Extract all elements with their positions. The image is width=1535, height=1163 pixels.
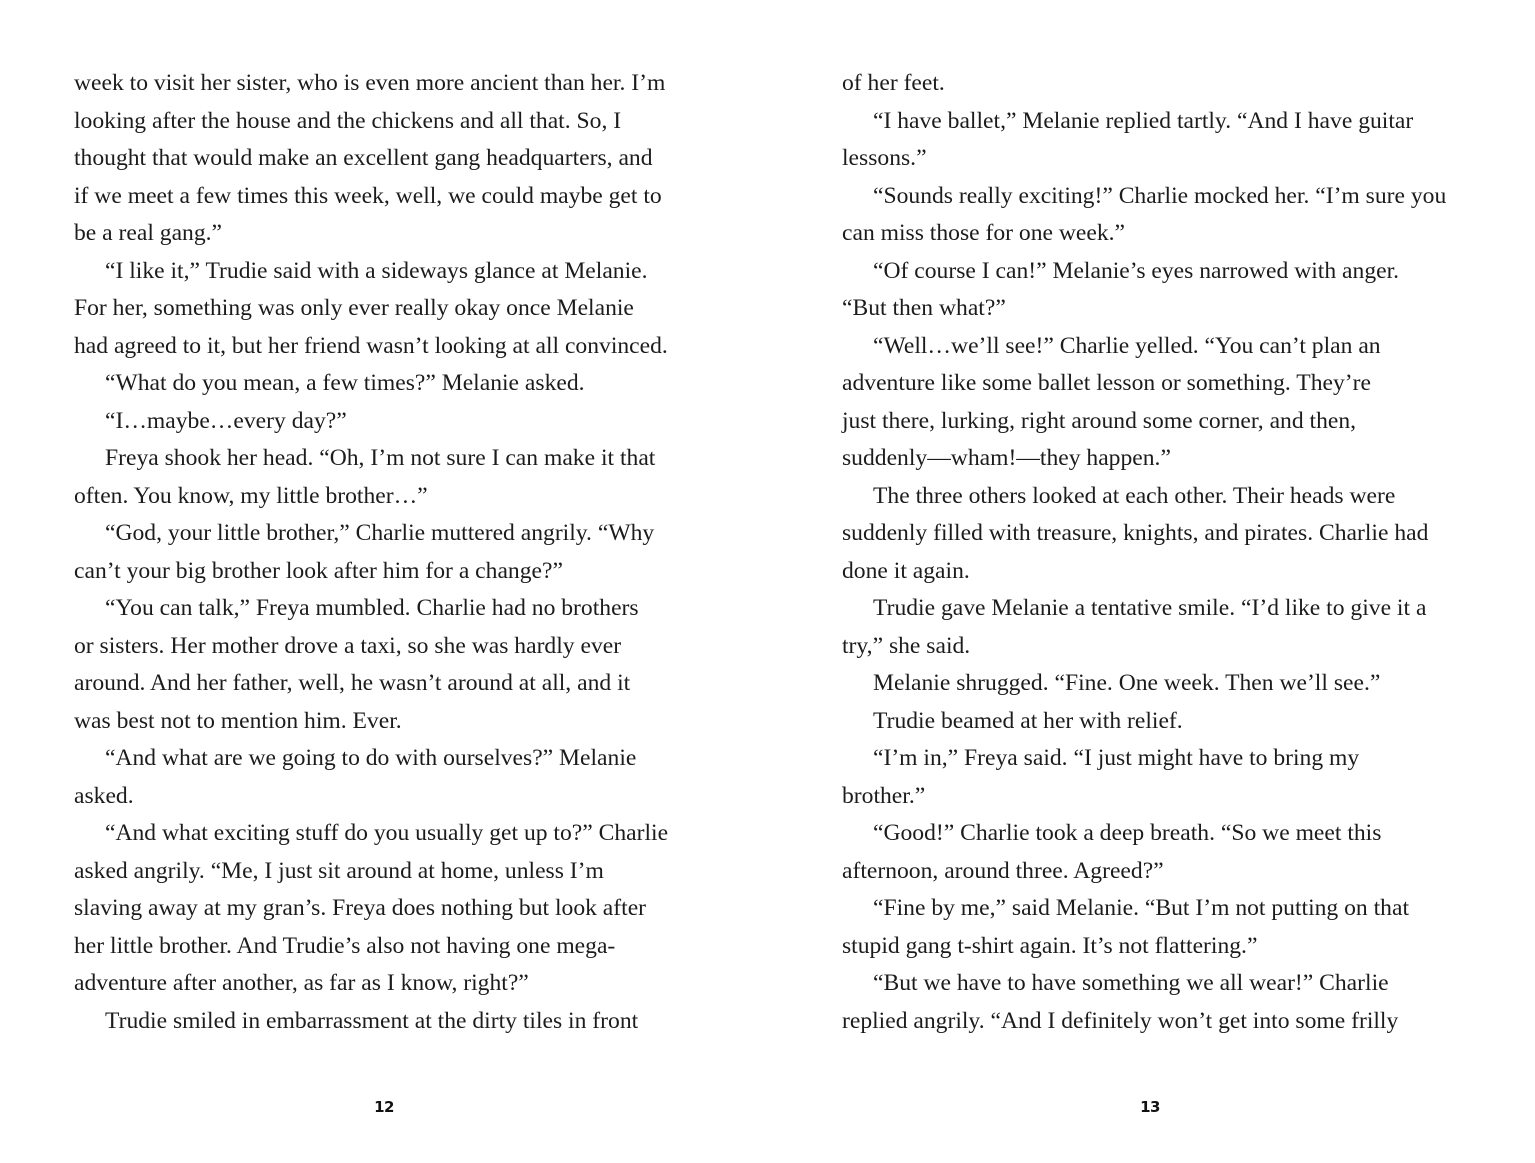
right-page-number: 13: [1140, 1098, 1160, 1116]
text-line: “And what exciting stuff do you usually get up to?” Charlie: [105, 820, 669, 846]
text-line: adventure after another, as far as I know, right?”: [74, 970, 529, 996]
text-line: stupid gang t-shirt again. It’s not flattering.”: [842, 932, 1258, 959]
left-page-number: 12: [374, 1098, 394, 1116]
text-line: “I’m in,” Freya said. “I just might have to bring my: [873, 745, 1360, 771]
text-line: was best not to mention him. Ever.: [74, 707, 402, 734]
left-page-text: [74, 65, 698, 1040]
text-line: Trudie gave Melanie a tentative smile. “I’d like to give it a: [873, 595, 1427, 621]
text-line: “And what are we going to do with ourselves?” Melanie: [105, 745, 637, 771]
text-line: just there, lurking, right around some corner, and then,: [842, 407, 1357, 434]
text-line: if we meet a few times this week, well, we could maybe get to: [74, 182, 662, 209]
text-line: often. You know, my little brother…”: [74, 482, 428, 509]
text-line: “I…maybe…every day?”: [105, 407, 347, 434]
text-line: suddenly—wham!—they happen.”: [842, 445, 1171, 471]
left-page: [0, 0, 767, 1163]
text-line: “I like it,” Trudie said with a sideways glance at Melanie.: [105, 257, 648, 284]
text-line: had agreed to it, but her friend wasn’t looking at all convinced.: [74, 332, 668, 359]
text-line: “God, your little brother,” Charlie muttered angrily. “Why: [105, 520, 655, 546]
text-line: “Well…we’ll see!” Charlie yelled. “You can’t plan an: [873, 332, 1381, 359]
text-line: her little brother. And Trudie’s also not having one mega-: [74, 932, 616, 959]
text-line: try,” she said.: [842, 632, 971, 659]
text-line: done it again.: [842, 557, 970, 584]
text-line: week to visit her sister, who is even more ancient than her. I’m: [74, 70, 666, 96]
text-line: can miss those for one week.”: [842, 220, 1126, 246]
text-line: Melanie shrugged. “Fine. One week. Then we’ll see.”: [873, 670, 1381, 696]
text-line: The three others looked at each other. Their heads were: [873, 482, 1396, 509]
text-line: “You can talk,” Freya mumbled. Charlie had no brothers: [105, 595, 639, 621]
text-line: slaving away at my gran’s. Freya does nothing but look after: [74, 895, 647, 921]
text-line: adventure like some ballet lesson or something. They’re: [842, 370, 1371, 396]
text-line: afternoon, around three. Agreed?”: [842, 857, 1164, 884]
text-line: brother.”: [842, 782, 926, 809]
text-line: or sisters. Her mother drove a taxi, so she was hardly ever: [74, 632, 622, 659]
text-line: “But we have to have something we all wear!” Charlie: [873, 970, 1389, 996]
right-page-text: [842, 65, 1466, 1040]
text-line: asked.: [74, 782, 134, 809]
text-line: can’t your big brother look after him for a change?”: [74, 557, 563, 584]
text-line: “What do you mean, a few times?” Melanie asked.: [105, 370, 585, 396]
text-line: “Of course I can!” Melanie’s eyes narrowed with anger.: [873, 257, 1400, 284]
text-line: For her, something was only ever really okay once Melanie: [74, 295, 634, 321]
text-line: suddenly filled with treasure, knights, and pirates. Charlie had: [842, 520, 1429, 546]
text-line: “I have ballet,” Melanie replied tartly. “And I have guitar: [873, 107, 1414, 134]
text-line: replied angrily. “And I definitely won’t get into some frilly: [842, 1007, 1399, 1034]
text-line: “Sounds really exciting!” Charlie mocked her. “I’m sure you: [873, 182, 1447, 209]
text-line: around. And her father, well, he wasn’t around at all, and it: [74, 670, 631, 696]
text-line: Trudie smiled in embarrassment at the dirty tiles in front: [105, 1007, 639, 1034]
text-line: “Good!” Charlie took a deep breath. “So we meet this: [873, 820, 1382, 846]
text-line: asked angrily. “Me, I just sit around at home, unless I’m: [74, 857, 604, 884]
text-line: thought that would make an excellent gang headquarters, and: [74, 145, 653, 171]
text-line: be a real gang.”: [74, 220, 223, 246]
text-line: “Fine by me,” said Melanie. “But I’m not putting on that: [873, 895, 1409, 921]
text-line: “But then what?”: [842, 295, 1006, 321]
text-line: lessons.”: [842, 145, 927, 171]
right-page: [767, 0, 1535, 1163]
text-line: Freya shook her head. “Oh, I’m not sure I can make it that: [105, 445, 656, 471]
text-line: of her feet.: [842, 70, 945, 96]
text-line: Trudie beamed at her with relief.: [873, 707, 1183, 734]
text-line: looking after the house and the chickens and all that. So, I: [74, 107, 622, 134]
